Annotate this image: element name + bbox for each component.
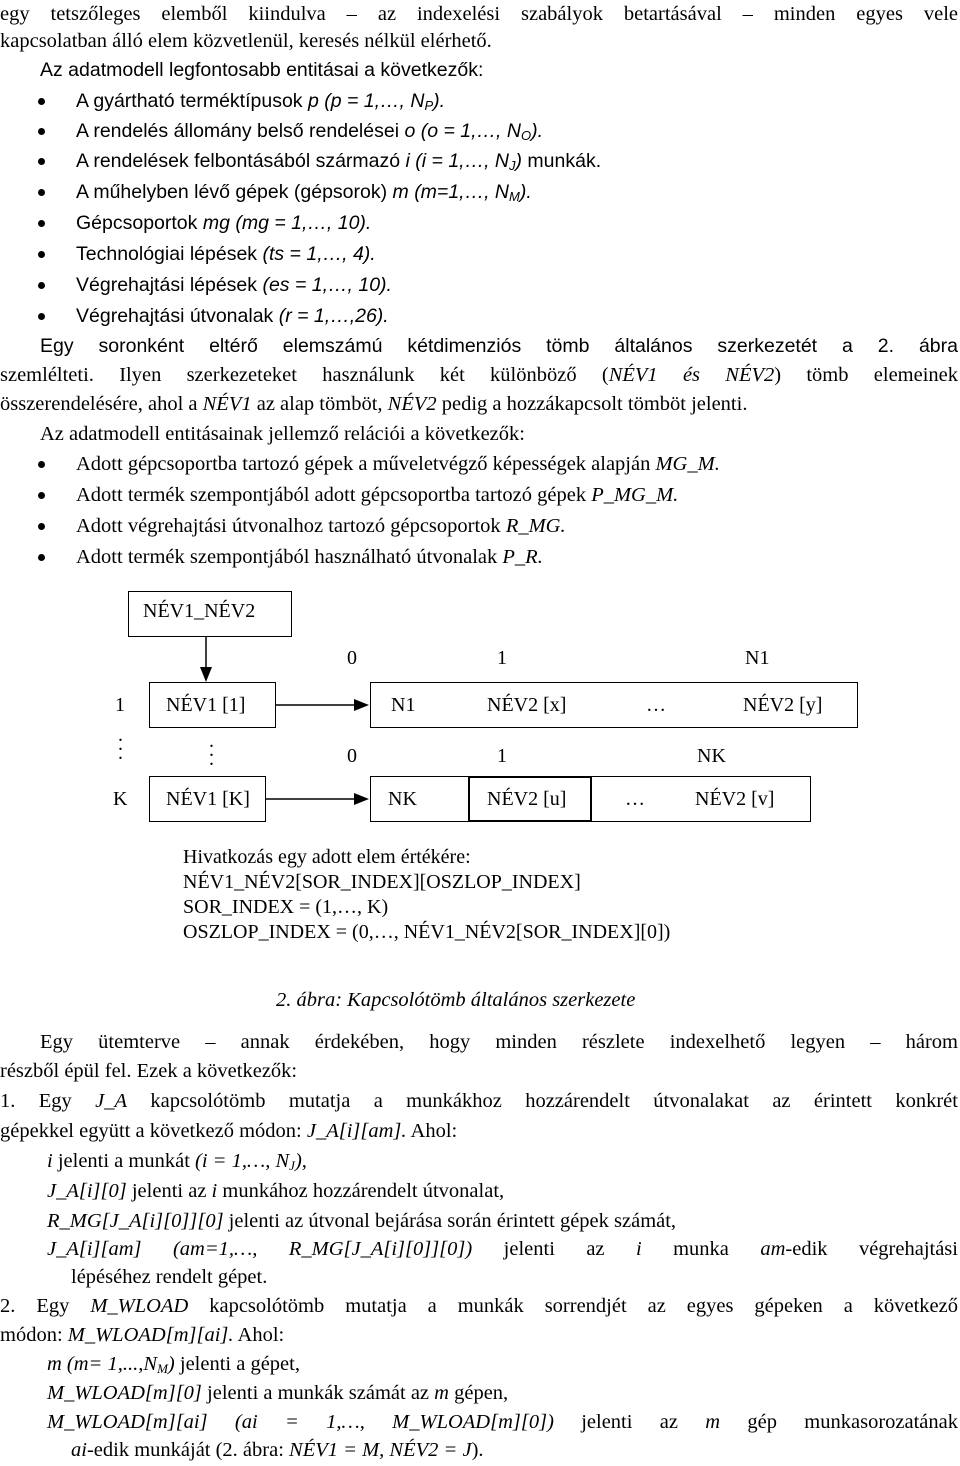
entity-item: A rendelés állomány belső rendelései o (o = 1,…, $N_O$).	[76, 116, 543, 146]
cell-count: NK	[388, 788, 417, 810]
definition-line: M_WLOAD[m][0] jelenti a munkák számát az m gépen,	[47, 1382, 509, 1404]
relations-intro: Az adatmodell entitásainak jellemző relációi a következők:	[40, 423, 525, 445]
figure-note: OSZLOP_INDEX = (0,…, NÉV1_NÉV2[SOR_INDEX][0])	[183, 921, 671, 943]
column-index: 0	[347, 745, 357, 767]
figure-caption: 2. ábra: Kapcsolótömb általános szerkezete	[276, 989, 636, 1011]
definition-line: i jelenti a munkát (i = 1,…, $N_J$),	[47, 1150, 307, 1173]
row-index: 1	[115, 694, 125, 716]
paragraph-line: Egy ütemterve – annak érdekében, hogy minden részlete indexelhető legyen – három	[40, 1031, 958, 1053]
entity-item: A rendelések felbontásából származó i (i = 1,…, $N_J$) munkák.	[76, 146, 601, 176]
cell-value: NÉV2 [x]	[487, 694, 567, 716]
vertical-dots: . . .	[209, 730, 214, 770]
paragraph-line: egy tetszőleges elemből kiindulva – az indexelési szabályok betartásával – minden egyes vele	[0, 3, 958, 25]
paragraph-line: 1. Egy J_A kapcsolótömb mutatja a munkákhoz hozzárendelt útvonalakat az érintett konkrét	[0, 1090, 958, 1112]
figure-note: NÉV1_NÉV2[SOR_INDEX][OSZLOP_INDEX]	[183, 871, 581, 893]
cell-value: NÉV2 [y]	[743, 694, 823, 716]
column-index: 1	[497, 647, 507, 669]
paragraph-line: módon: M_WLOAD[m][ai]. Ahol:	[0, 1324, 285, 1346]
definition-line: m $(m= 1,...,N_M)$ jelenti a gépet,	[47, 1353, 300, 1376]
paragraph-line: 2. Egy M_WLOAD kapcsolótömb mutatja a munkák sorrendjét az egyes gépeken a következő	[0, 1295, 958, 1317]
cell-count: N1	[391, 694, 416, 716]
definition-line: lépéséhez rendelt gépet.	[71, 1266, 268, 1288]
definition-line: J_A[i][am] (am=1,…, R_MG[J_A[i][0]][0]) jelenti az i munka am-edik végrehajtási	[47, 1238, 958, 1260]
cell-value: NÉV2 [v]	[695, 788, 775, 810]
cell-value: NÉV2 [u]	[487, 788, 567, 810]
entity-item: Gépcsoportok mg (mg = 1,…, 10).	[76, 208, 371, 238]
column-index: NK	[697, 745, 726, 767]
definition-line: R_MG[J_A[i][0]][0] jelenti az útvonal bejárása során érintett gépek számát,	[47, 1210, 677, 1232]
base-cell-label: NÉV1 [K]	[166, 788, 250, 810]
definition-line: M_WLOAD[m][ai] (ai = 1,…, M_WLOAD[m][0]) jelenti az m gép munkasorozatának	[47, 1411, 958, 1433]
highlighted-cell	[468, 776, 592, 822]
vertical-dots: . . .	[118, 724, 123, 764]
relation-item: Adott gépcsoportba tartozó gépek a műveletvégző képességek alapján MG_M.	[76, 449, 720, 479]
ellipsis: …	[625, 788, 645, 810]
paragraph-line: Egy soronként eltérő elemszámú kétdimenziós tömb általános szerkezetét a 2. ábra	[40, 335, 958, 357]
entity-item: Technológiai lépések (ts = 1,…, 4).	[76, 239, 376, 269]
relation-item: Adott termék szempontjából adott gépcsoportba tartozó gépek P_MG_M.	[76, 480, 678, 510]
figure-note: SOR_INDEX = (1,…, K)	[183, 896, 389, 918]
entity-item: Végrehajtási útvonalak (r = 1,…,26).	[76, 301, 389, 331]
paragraph-line: összerendelésére, ahol a NÉV1 az alap tömböt, NÉV2 pedig a hozzákapcsolt tömböt jelenti.	[0, 393, 748, 415]
ellipsis: …	[646, 694, 666, 716]
paragraph-line: részből épül fel. Ezek a következők:	[0, 1060, 298, 1082]
entity-item: Végrehajtási lépések (es = 1,…, 10).	[76, 270, 392, 300]
entities-intro: Az adatmodell legfontosabb entitásai a következők:	[40, 59, 484, 81]
column-index: 1	[497, 745, 507, 767]
definition-line: ai-edik munkáját (2. ábra: NÉV1 = M, NÉV2 = J).	[71, 1439, 484, 1461]
relation-item: Adott végrehajtási útvonalhoz tartozó gépcsoportok R_MG.	[76, 511, 566, 541]
row-index: K	[113, 788, 128, 810]
column-index: 0	[347, 647, 357, 669]
root-label: NÉV1_NÉV2	[143, 600, 256, 622]
base-cell-label: NÉV1 [1]	[166, 694, 246, 716]
entity-item: A gyártható terméktípusok p (p = 1,…, $N_P$).	[76, 86, 445, 116]
relation-item: Adott termék szempontjából használható útvonalak P_R.	[76, 542, 543, 572]
column-index: N1	[745, 647, 770, 669]
definition-line: J_A[i][0] jelenti az i munkához hozzárendelt útvonalat,	[47, 1180, 505, 1202]
entity-item: A műhelyben lévő gépek (gépsorok) m (m=1,…, $N_M$).	[76, 177, 532, 207]
paragraph-line: kapcsolatban álló elem közvetlenül, keresés nélkül elérhető.	[0, 30, 492, 52]
paragraph-line: szemlélteti. Ilyen szerkezeteket használunk két különböző (NÉV1 és NÉV2) tömb elemeinek	[0, 364, 959, 386]
figure-note: Hivatkozás egy adott elem értékére:	[183, 846, 471, 868]
paragraph-line: gépekkel együtt a következő módon: J_A[i][am]. Ahol:	[0, 1120, 458, 1142]
